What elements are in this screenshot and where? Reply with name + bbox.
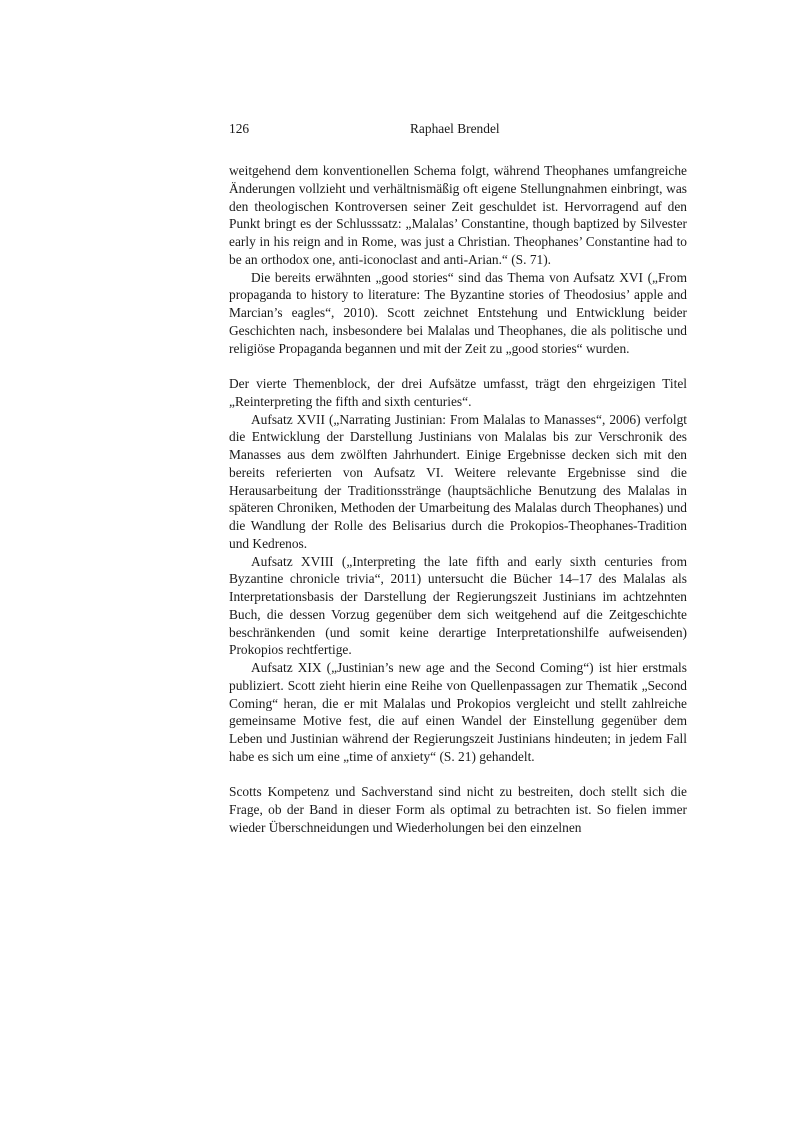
paragraph-evaluation: Scotts Kompetenz und Sachverstand sind nicht zu bestreiten, doch stellt sich die Frage, ob der Band in dieser Form als optimal zu betrachten ist. So fielen immer wieder Überschneidungen und Wiederholungen bei den einzelnen bbox=[229, 784, 687, 835]
paragraph-aufsatz-xviii: Aufsatz XVIII („Interpreting the late fifth and early sixth centuries from Byzantine chronicle trivia“, 2011) untersucht die Bücher 14–17 des Malalas als Interpretationsbasis der Darstellung der Regierungszeit Justinians im achtzehnten Buch, die dessen Vorzug gegenüber dem sich weitgehend auf die Zeitgeschichte beschränkenden (und somit keine derartige Interpretationshilfe aufweisenden) Prokopios rechtfertige. bbox=[229, 553, 687, 658]
running-head bbox=[229, 119, 687, 139]
paragraph-fourth-theme-block: Der vierte Themenblock, der drei Aufsätze umfasst, trägt den ehrgeizigen Titel „Reinterpreting the fifth and sixth centuries“. bbox=[229, 376, 687, 409]
paragraph-aufsatz-xvi: Die bereits erwähnten „good stories“ sind das Thema von Aufsatz XVI („From propaganda to history to literature: The Byzantine stories of Theodosius’ apple and Marcian’s eagles“, 2010). Scott zeichnet Entstehung und Entwicklung beider Geschichten nach, insbesondere bei Malalas und Theophanes, die als politische und religiöse Propaganda begannen und mit der Zeit zu „good stories“ wurden. bbox=[229, 269, 687, 356]
paragraph-constantine-comparison: weitgehend dem konventionellen Schema folgt, während Theophanes umfangreiche Änderungen vollzieht und verhältnismäßig oft eigene Stellungnahmen einbringt, was den theologischen Kontroversen seiner Zeit geschuldet ist. Hervorragend auf den Punkt bringt es der Schlusssatz: „Malalas’ Constantine, though baptized by Silvester early in his reign and in Rome, was just a Christian. Theophanes’ Constantine had to be an orthodox one, anti-iconoclast and anti-Arian.“ (S. 71). bbox=[229, 163, 687, 267]
page-number: 126 bbox=[229, 121, 250, 136]
running-head-author: Raphael Brendel bbox=[410, 121, 500, 136]
paragraph-aufsatz-xvii: Aufsatz XVII („Narrating Justinian: From Malalas to Manasses“, 2006) verfolgt die Entwicklung der Darstellung Justinians von Malalas bis zur Verschronik des Manasses aus dem zwölften Jahrhundert. Einige Ergebnisse decken sich mit den bereits referierten von Aufsatz VI. Weitere relevante Ergebnisse sind die Herausarbeitung der Traditionsstränge (hauptsächliche Benutzung des Malalas in späteren Chroniken, Methoden der Umarbeitung des Malalas durch Theophanes) und die Wandlung der Rolle des Belisarius durch die Prokopios-Theophanes-Tradition und Kedrenos. bbox=[229, 411, 687, 551]
paragraph-aufsatz-xix: Aufsatz XIX („Justinian’s new age and the Second Coming“) ist hier erstmals publiziert. Scott zieht hierin eine Reihe von Quellenpassagen zur Thematik „Second Coming“ heran, die er mit Malalas und Prokopios vergleicht und stellt zahlreiche gemeinsame Motive fest, die auf einen Wandel der Einstellung gegenüber dem Leben und Justinian während der Regierungszeit Justinians hindeuten; in jedem Fall habe es sich um eine „time of anxiety“ (S. 21) gehandelt. bbox=[229, 660, 687, 764]
body-text bbox=[229, 162, 687, 837]
